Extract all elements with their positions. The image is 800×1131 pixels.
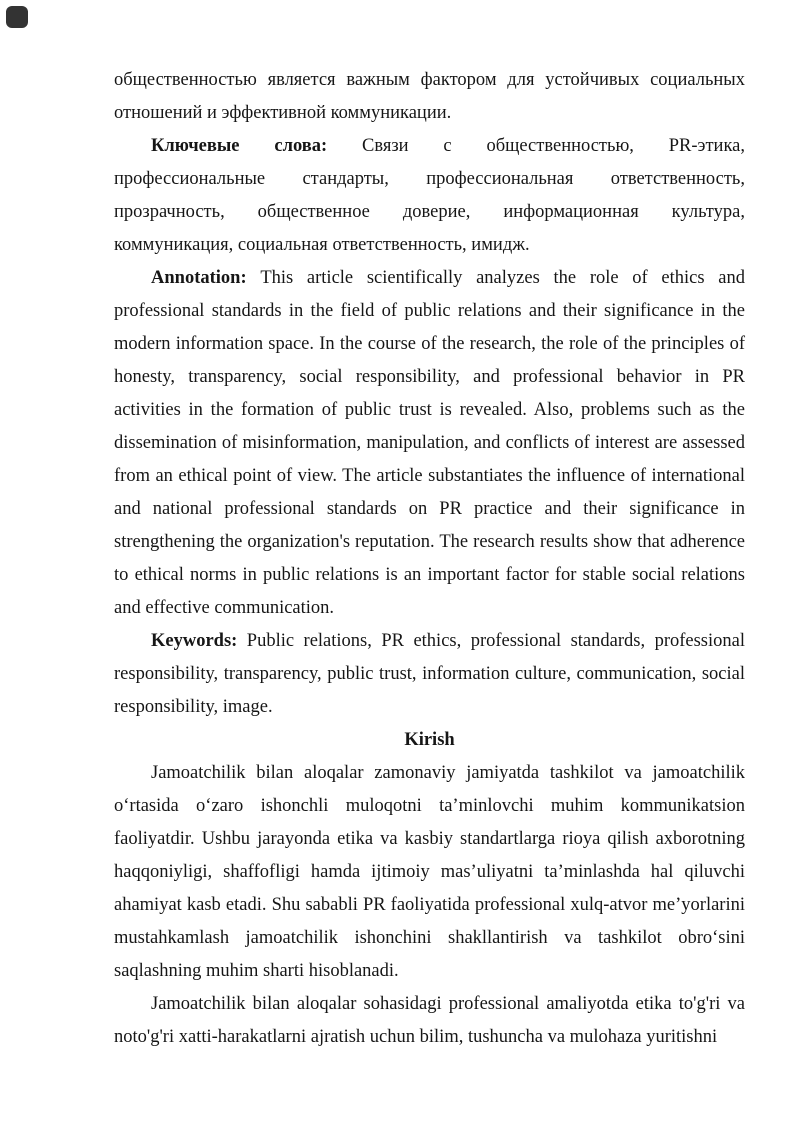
bold-text-run: Keywords: (151, 631, 247, 651)
paragraph (114, 988, 745, 1054)
corner-mark (6, 6, 28, 28)
paragraph (114, 64, 745, 130)
text-run: Jamoatchilik bilan aloqalar zamonaviy jamiyatda tashkilot va jamoatchilik oʻrtasida oʻzaro ishonchli muloqotni ta’minlovchi muhim kommunikatsion faoliyatdir. Ushbu jarayonda etika va kasbiy standartlarga rioya qilish axborotning haqqoniyligi, shaffofligi hamda ijtimoiy mas’uliyatni ta’minlashda hal qiluvchi ahamiyat kasb etadi. Shu sababli PR faoliyatida professional xulq-atvor me’yorlarini mustahkamlash jamoatchilik ishonchini shakllantirish va tashkilot obroʻsini saqlashning muhim sharti hisoblanadi. (114, 763, 745, 981)
text-run: общественностью является важным фактором для устойчивых социальных отношений и эффективной коммуникации. (114, 70, 745, 123)
paragraph (114, 130, 745, 262)
text-run: Public relations, PR ethics, professional standards, professional responsibility, transparency, public trust, information culture, communication, social responsibility, image. (114, 631, 745, 717)
bold-text-run: Ключевые слова: (151, 136, 363, 156)
section-heading (114, 724, 745, 757)
text-run: This article scientifically analyzes the role of ethics and professional standards in the field of public relations and their significance in the modern information space. In the course of the research, the role of the principles of honesty, transparency, social responsibility, and professional behavior in PR activities in the formation of public trust is revealed. Also, problems such as the dissemination of misinformation, manipulation, and conflicts of interest are assessed from an ethical point of view. The article substantiates the influence of international and national professional standards on PR practice and their significance in strengthening the organization's reputation. The research results show that adherence to ethical norms in public relations is an important factor for stable social relations and effective communication. (114, 268, 745, 618)
text-run: Jamoatchilik bilan aloqalar sohasidagi professional amaliyotda etika to'g'ri va noto'g'ri xatti-harakatlarni ajratish uchun bilim, tushuncha va mulohaza yuritishni (114, 994, 745, 1047)
document-body (114, 64, 745, 1054)
bold-text-run: Kirish (404, 730, 455, 750)
text-run: Связи с общественностью, PR-этика, профессиональные стандарты, профессиональная ответственность, прозрачность, общественное доверие, информационная культура, коммуникация, социальная ответственность, имидж. (114, 136, 745, 255)
bold-text-run: Annotation: (151, 268, 261, 288)
paragraph (114, 757, 745, 988)
paragraph (114, 625, 745, 724)
paragraph (114, 262, 745, 625)
